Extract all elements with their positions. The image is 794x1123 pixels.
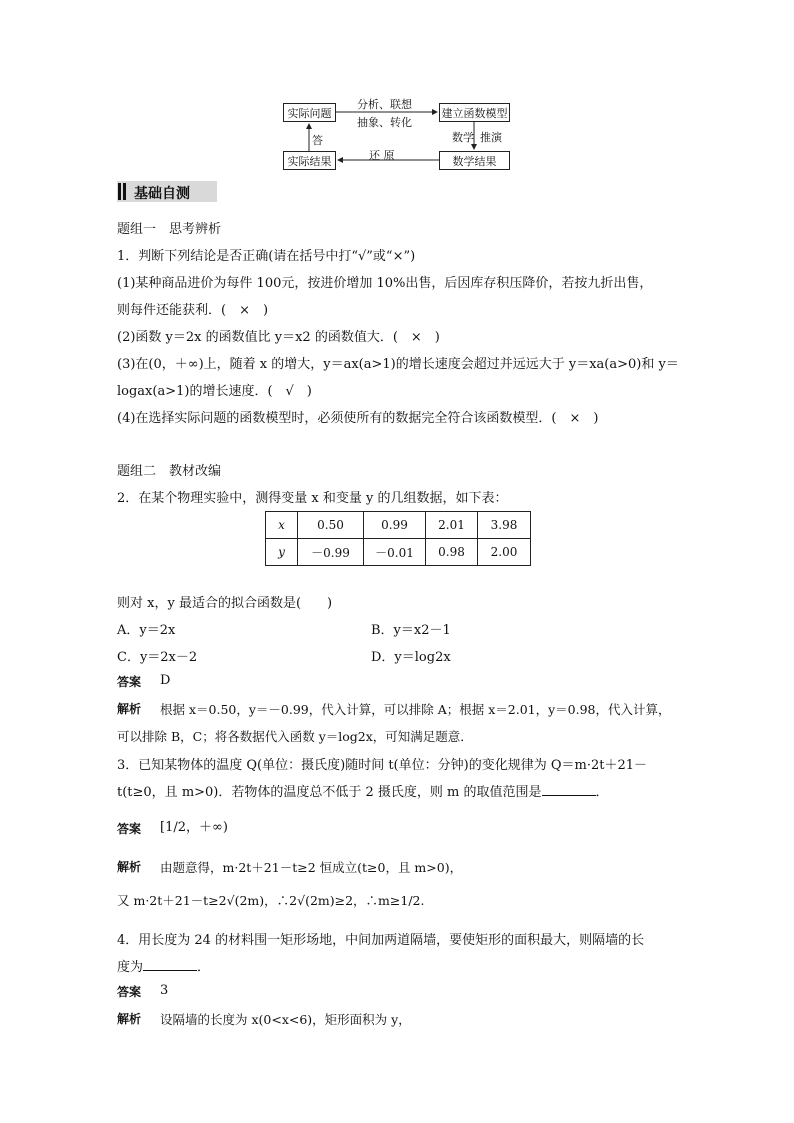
q4-answer-label: 答案 bbox=[117, 985, 142, 999]
q2-analysis-line1: 根据 x＝0.50，y＝－0.99，代入计算，可以排除 A；根据 x＝2.01，y＝0.98，代入计算， bbox=[160, 702, 671, 717]
box-actual-result-label: 实际结果 bbox=[287, 154, 332, 168]
q3-analysis-line2: 又 m·2t＋21－t≥2√(2m)，∴2√(2m)≥2，∴m≥1/2. bbox=[117, 893, 425, 908]
table-cell: －0.99 bbox=[298, 539, 364, 566]
table-cell: 0.98 bbox=[426, 539, 478, 566]
q2-ask: 则对 x，y 最适合的拟合函数是( ) bbox=[117, 596, 333, 611]
section-header bbox=[117, 181, 217, 202]
option-a: A．y＝2x bbox=[117, 623, 176, 638]
q1-item1-line2: 则每件还能获利．( × ) bbox=[117, 303, 269, 318]
label-deduce: 推演 bbox=[480, 131, 502, 144]
label-answer: 答 bbox=[312, 134, 323, 147]
table-cell: 2.01 bbox=[426, 512, 478, 539]
q2-stem: 2．在某个物理实验中，测得变量 x 和变量 y 的几组数据，如下表： bbox=[117, 491, 508, 506]
data-table bbox=[265, 511, 531, 566]
q3-analysis-label: 解析 bbox=[117, 860, 142, 874]
table-cell: 0.50 bbox=[298, 512, 364, 539]
box-build-model-label: 建立函数模型 bbox=[441, 106, 508, 120]
q4-analysis-line1: 设隔墙的长度为 x(0<x<6)，矩形面积为 y， bbox=[160, 1012, 411, 1027]
q4-analysis-label: 解析 bbox=[117, 1012, 142, 1026]
section-title: 基础自测 bbox=[134, 186, 190, 202]
option-c: C．y＝2x－2 bbox=[117, 650, 198, 665]
q4-stem-text: 度为 bbox=[117, 960, 144, 975]
q2-answer-label: 答案 bbox=[117, 675, 142, 689]
q4-blank bbox=[143, 958, 197, 971]
box-actual-problem-label: 实际问题 bbox=[287, 106, 332, 120]
table-row bbox=[266, 512, 531, 539]
option-d: D．y＝log2x bbox=[371, 650, 451, 665]
q3-blank bbox=[542, 783, 596, 796]
table-cell: 0.99 bbox=[364, 512, 426, 539]
q4-stem-end: ． bbox=[197, 960, 211, 975]
label-restore: 还 原 bbox=[369, 149, 395, 162]
q1-item3-line2: logax(a>1)的增长速度．( √ ) bbox=[117, 384, 312, 399]
label-math: 数学 bbox=[452, 131, 474, 144]
q1-item4: (4)在选择实际问题的函数模型时，必须使所有的数据完全符合该函数模型．( × ) bbox=[117, 411, 599, 426]
q3-stem-line2 bbox=[117, 781, 609, 800]
header-bar-icon bbox=[123, 183, 126, 200]
table-cell: 2.00 bbox=[478, 539, 531, 566]
label-analyze: 分析、联想 bbox=[357, 98, 412, 111]
q3-stem-end: ． bbox=[595, 785, 609, 800]
q4-stem-line1: 4．用长度为 24 的材料围一矩形场地，中间加两道隔墙，要使矩形的面积最大，则隔墙的长 bbox=[117, 933, 645, 948]
q3-stem-line1: 3．已知某物体的温度 Q(单位：摄氏度)随时间 t(单位：分钟)的变化规律为 Q＝m·2t＋21－ bbox=[117, 758, 647, 773]
q3-answer-label: 答案 bbox=[117, 822, 142, 836]
group1-title: 题组一 思考辨析 bbox=[117, 222, 222, 237]
q2-analysis-label: 解析 bbox=[117, 702, 142, 716]
header-bar-icon bbox=[118, 183, 121, 200]
table-cell: 3.98 bbox=[478, 512, 531, 539]
q1-stem: 1．判断下列结论是否正确(请在括号中打“√”或“×”) bbox=[117, 249, 416, 264]
q3-analysis-line1: 由题意得，m·2t＋21－t≥2 恒成立(t≥0，且 m>0)， bbox=[160, 860, 463, 875]
table-cell: x bbox=[266, 512, 298, 539]
table-row bbox=[266, 539, 531, 566]
q4-answer: 3 bbox=[160, 983, 169, 998]
q2-analysis-line2: 可以排除 B，C；将各数据代入函数 y＝log2x，可知满足题意． bbox=[117, 729, 473, 744]
table-cell: y bbox=[266, 539, 298, 566]
option-b: B．y＝x2－1 bbox=[371, 623, 451, 638]
q1-item1-line1: (1)某种商品进价为每件 100元，按进价增加 10%出售，后因库存积压降价，若按九折出售， bbox=[117, 276, 653, 291]
table-cell: －0.01 bbox=[364, 539, 426, 566]
q2-answer: D bbox=[160, 673, 171, 688]
q1-item3-line1: (3)在(0，＋∞)上，随着 x 的增大，y＝ax(a>1)的增长速度会超过并远远大于 y＝xa(a>0)和 y＝ bbox=[117, 357, 679, 372]
q4-stem-line2 bbox=[117, 956, 210, 975]
q1-item2: (2)函数 y＝2x 的函数值比 y＝x2 的函数值大．( × ) bbox=[117, 330, 440, 345]
group2-title: 题组二 教材改编 bbox=[117, 464, 222, 479]
q3-stem-text: t(t≥0，且 m>0)．若物体的温度总不低于 2 摄氏度，则 m 的取值范围是 bbox=[117, 785, 542, 800]
q3-answer: [1/2，＋∞) bbox=[160, 820, 228, 835]
label-abstract: 抽象、转化 bbox=[357, 116, 412, 129]
box-math-result-label: 数学结果 bbox=[452, 154, 497, 168]
